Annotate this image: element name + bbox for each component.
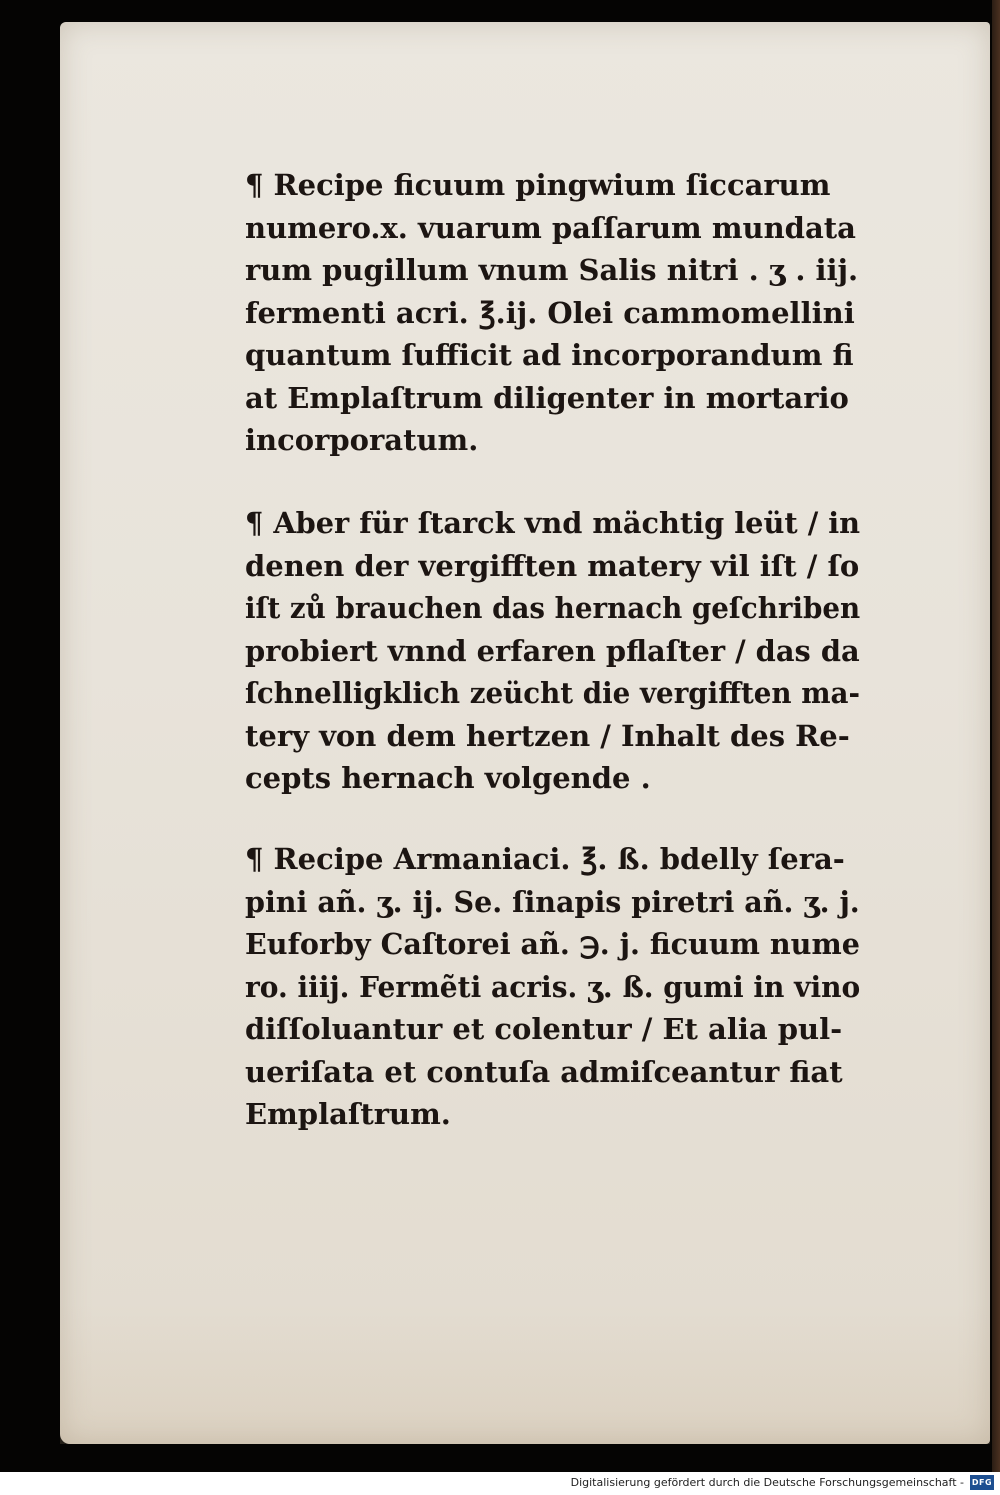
text-line: iſt zů brauchen das hernach geſchriben bbox=[245, 591, 861, 625]
text-line: incorporatum. bbox=[245, 423, 479, 457]
text-line: denen der vergifften matery vil iſt / ſo bbox=[245, 548, 860, 583]
text-line: Euforby Caſtorei añ. ℈. j. ficuum nume bbox=[245, 927, 860, 961]
text-line: tery von dem hertzen / Inhalt des Re- bbox=[245, 718, 850, 753]
funding-credit: Digitalisierung gefördert durch die Deutsche Forschungsgemeinschaft - bbox=[570, 1476, 964, 1489]
text-line: numero.x. vuarum paſſarum mundata bbox=[245, 210, 856, 245]
text-line: ſchnelligklich zeücht die vergifften ma- bbox=[245, 676, 861, 710]
text-line: quantum ſufficit ad incorporandum fi bbox=[245, 338, 854, 372]
text-line: ¶ Recipe ficuum pingwium ſiccarum bbox=[245, 168, 831, 202]
text-line: probiert vnnd erfaren pflaſter / das da bbox=[245, 633, 860, 668]
text-line: ¶ Recipe Armaniaci. ℥. ß. bdelly ſera- bbox=[245, 842, 845, 876]
text-line: cepts hernach volgende . bbox=[245, 761, 651, 795]
book-edge bbox=[992, 0, 1000, 1472]
paragraph-1 bbox=[245, 164, 860, 462]
dfg-logo-icon: DFG bbox=[970, 1475, 994, 1490]
text-line: fermenti acri. ℥.ij. Olei cammomellini bbox=[245, 295, 855, 330]
text-line: ¶ Aber für ſtarck vnd mächtig leüt / in bbox=[245, 506, 861, 540]
text-line: pini añ. ʒ. ij. Se. ſinapis piretri añ. ʒ. j. bbox=[245, 884, 860, 919]
text-line: at Emplaſtrum diligenter in mortario bbox=[245, 380, 849, 415]
digitization-footer bbox=[0, 1472, 1000, 1495]
paragraph-3 bbox=[245, 838, 860, 1136]
text-line: Emplaſtrum. bbox=[245, 1097, 451, 1131]
text-line: rum pugillum vnum Salis nitri . ʒ . iij. bbox=[245, 253, 859, 287]
paragraph-2 bbox=[245, 502, 860, 800]
text-line: diſſoluantur et colentur / Et alia pul- bbox=[245, 1012, 843, 1046]
text-line: ro. iiij. Fermẽti acris. ʒ. ß. gumi in vino bbox=[245, 969, 861, 1004]
text-line: ueriſata et contuſa admiſceantur fiat bbox=[245, 1054, 843, 1089]
